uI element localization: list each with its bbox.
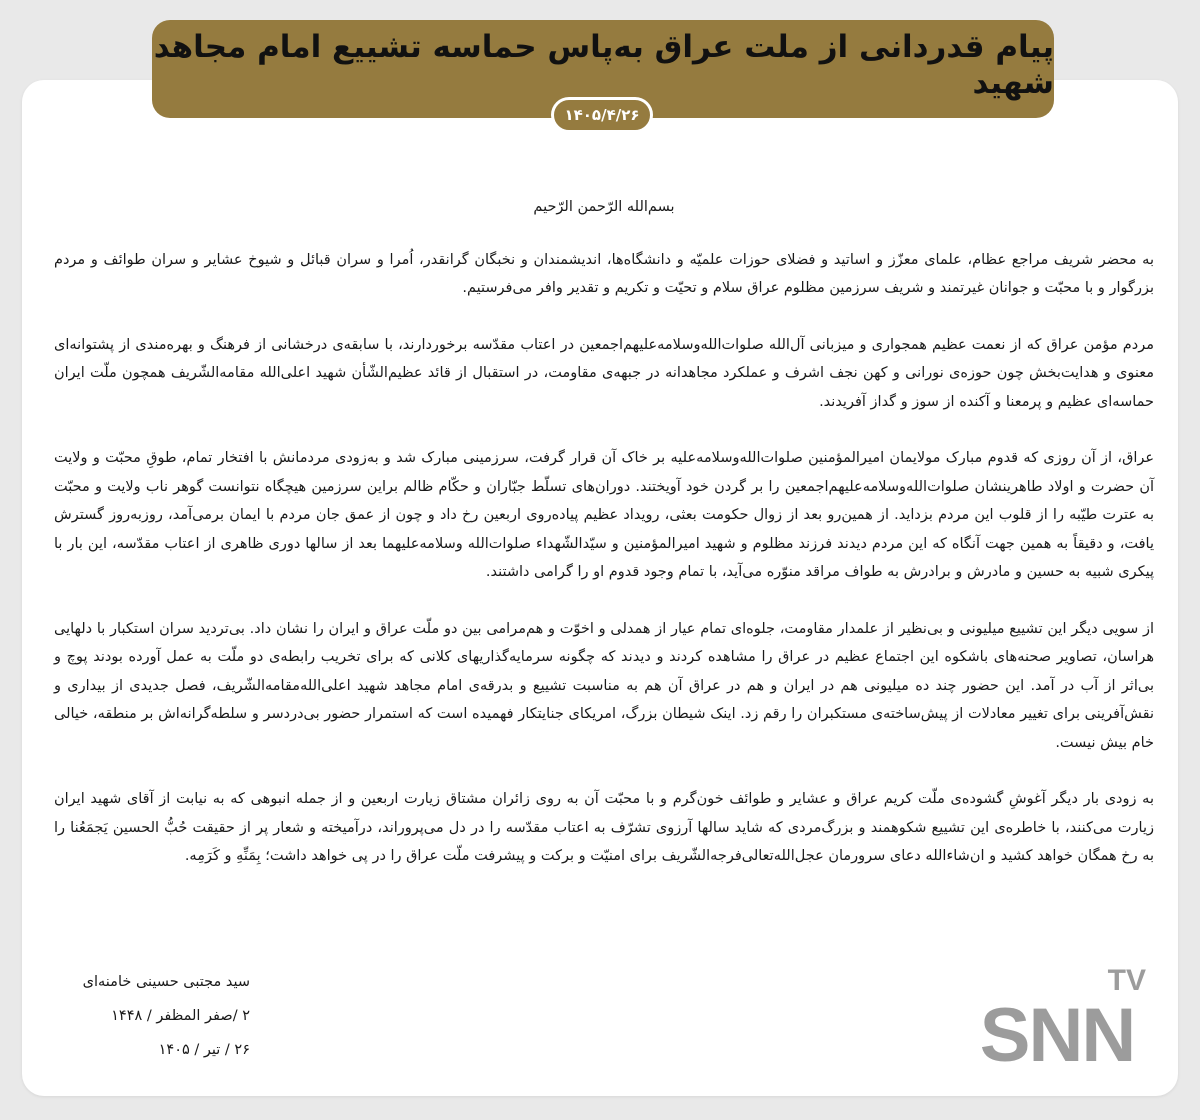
- letter-paragraph-2: مردم مؤمن عراق که از نعمت عظیم همجواری و میزبانی آل‌الله صلوات‌الله‌وسلامه‌علیهم‌اجمعین در اعتاب مقدّسه برخوردارند، با سابقه‌ی درخشانی از فرهنگ و بهره‌مندی از پشتوانه‌ای معنوی و هدایت‌بخش چون حوزه‌ی نورانی و کهن نجف اشرف و عملکرد مجاهدانه در جبهه‌ی مقاومت، در استقبال از قائد عظیم‌الشّأن شهید اعلی‌الله مقامه‌الشّریف همچون ملّت ایران حماسه‌ای عظیم و پرمعنا و آکنده از سوز و گداز آفریدند.: [54, 336, 1154, 410]
- snn-tv-logo: [960, 958, 1155, 1068]
- letter-paragraph-3: عراق، از آن روزی که قدوم مبارک مولایمان امیرالمؤمنین صلوات‌الله‌وسلامه‌علیه بر خاک آن قرار گرفت، سرزمینی مبارک شد و به‌زودی مردمانش با افتخار تمام، طوقِ محبّت و ولایت آن حضرت و اولاد طاهرینشان صلوات‌الله‌وسلامه‌علیهم‌اجمعین را بر گردن خود آویختند. دوران‌های تسلّط جبّاران و حکّام ظالم براین سرزمین هیچگاه نتوانست گوهر ناب ولایت و محبّت به عترت طیّبه را از قلوب این مردم بزداید. از همین‌رو بعد از زوال حکومت بعثی، رویداد عظیم پیاده‌روی اربعین رخ داد و چون از عمق جان مردم با ایمان برمی‌آمد، روزبه‌روز گسترش یافت، و دقیقاً به همین جهت آنگاه که این مردم دیدند فرزند مظلوم و شهید امیرالمؤمنین و سیّدالشّهداء صلوات‌الله وسلامه‌علیهما بعد از سالها دوری ظاهری از اعتاب مقدّسه، این بار با پیکری شبیه به حسین و مادرش و برادرش به طواف مراقد منوّره می‌آید، با تمام وجود قدوم او را گرامی داشتند.: [54, 450, 1154, 580]
- letter-paragraph-1: به محضر شریف مراجع عظام، علمای معزّز و اساتید و فضلای حوزات علمیّه و دانشگاه‌ها، اندیشمندان و نخبگان گرانقدر، اُمرا و سران قبائل و شیوخ عشایر و سران طوائف و مردم بزرگوار و با محبّت و جوانان غیرتمند و شریف سرزمین مظلوم عراق سلام و تحیّت و تکریم و تقدیر وافر می‌فرستیم.: [54, 251, 1154, 296]
- letter-paragraph-4: از سویی دیگر این تشییع میلیونی و بی‌نظیر از علمدار مقاومت، جلوه‌ای تمام عیار از همدلی و اخوّت و هم‌مرامی بین دو ملّت عراق و ایران را نشان داد. بی‌تردید سران استکبار با دلهایی هراسان، تصاویر صحنه‌های باشکوه این اجتماع عظیم در عراق را مشاهده کردند و دیدند که چگونه سرمایه‌گذاریهای کلانی که برای تخریب رابطه‌ی دو ملّت به عمل آورده بودند پوچ و بی‌اثر از آب در آمد. این حضور چند ده میلیونی هم در ایران و هم در عراق آن هم به مناسبت تشییع و بدرقه‌ی امام مجاهد شهید اعلی‌الله‌مقامه‌الشّریف، فصل جدیدی از بیداری و نقش‌آفرینی برای تغییر معادلات از پیش‌ساخته‌ی مستکبران را رقم زد. اینک شیطان بزرگ، امریکای جنایتکار فهمیده است که استمرار حضور بی‌دردسر و سلطه‌گرانه‌اش بر منطقه، خیالی خام بیش نیست.: [54, 620, 1154, 751]
- date-badge: [551, 97, 653, 133]
- logo-badge-text: TV: [1107, 964, 1146, 997]
- signature-block: [83, 965, 250, 1067]
- page-title: پیام قدردانی از ملت عراق به‌پاس حماسه تشییع امام مجاهد شهید: [153, 29, 1054, 101]
- bismillah-heading: بسم‌الله الرّحمن الرّحیم: [533, 199, 675, 215]
- signatory-name: سید مجتبی حسینی خامنه‌ای: [82, 974, 250, 990]
- solar-date: ۲۶ / تیر / ۱۴۰۵: [158, 1042, 250, 1058]
- hijri-date: ۲ /صفر المظفر / ۱۴۴۸: [111, 1008, 250, 1024]
- letter-body: [54, 193, 1154, 899]
- date-badge-text: ۱۴۰۵/۴/۲۶: [564, 106, 640, 124]
- logo-wordmark: SNN: [979, 993, 1135, 1068]
- letter-paragraph-5: به زودی بار دیگر آغوشِ گشوده‌ی ملّت کریم عراق و عشایر و طوائف خون‌گرم و با محبّت آن به روی زائران مشتاق زیارت اربعین و از جمله انبوهی که به نیابت از آقای شهید ایران زیارت می‌کنند، با خاطره‌ی این تشییع شکوهمند و بزرگ‌مردی که شاید سالها آرزوی تشرّف به اعتاب مقدّسه را در دل می‌پروراند، درآمیخته و شعار پر از حقیقت حُبُّ الحسین یَجمَعُنا را به رخ همگان خواهد کشید و ان‌شاءالله دعای سرورمان عجل‌الله‌تعالی‌فرجه‌الشّریف برای امنیّت و برکت و پیشرفت ملّت عراق را در پی خواهد داشت؛ بِمَنِّهِ و کَرَمِه.: [54, 791, 1154, 864]
